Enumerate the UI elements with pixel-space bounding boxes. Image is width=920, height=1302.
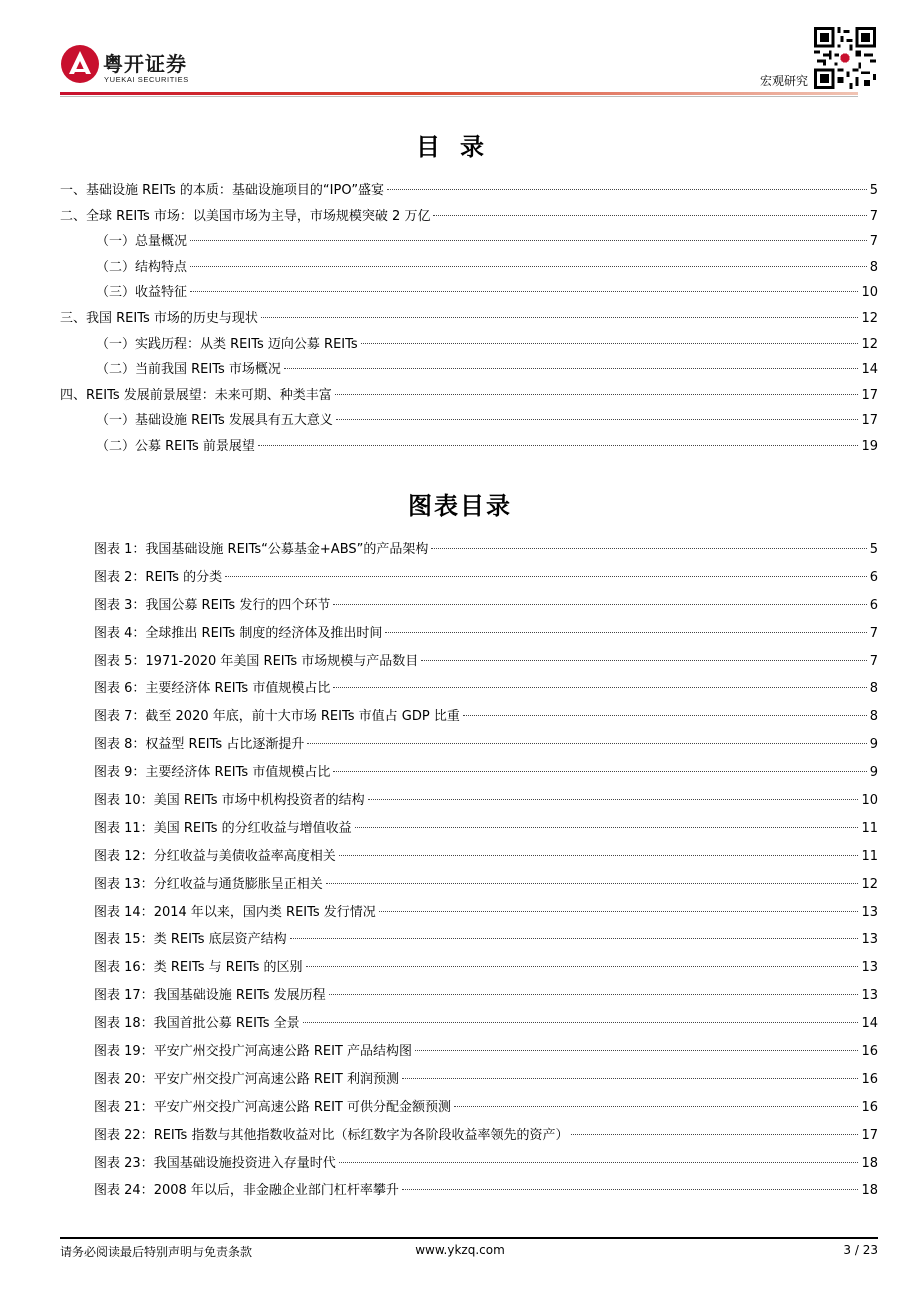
figure-entry[interactable] (94, 703, 878, 731)
dot-leader (333, 687, 866, 688)
toc-entry-page: 7 (869, 208, 878, 224)
figure-label: 截至 2020 年底，前十大市场 REITs 市值占 GDP 比重 (145, 709, 460, 725)
figure-page: 11 (861, 848, 878, 864)
toc-entry[interactable] (60, 306, 878, 332)
footer-page-number: 3 / 23 (843, 1243, 878, 1257)
figure-label: 我国基础设施投资进入存量时代 (153, 1155, 336, 1171)
dot-leader (258, 445, 859, 446)
dot-leader (225, 576, 867, 577)
figure-label: 美国 REITs 的分红收益与增值收益 (153, 820, 352, 836)
toc-entry-label: （一）总量概况 (96, 234, 188, 250)
figure-entry[interactable] (94, 1066, 878, 1094)
figures-title: 图表目录 (408, 492, 512, 520)
figure-page: 16 (861, 1071, 878, 1087)
figure-page: 5 (869, 542, 878, 557)
toc-subentry[interactable] (60, 408, 878, 434)
figure-number: 图表 22： (94, 1127, 154, 1143)
figure-page: 7 (869, 653, 878, 669)
figure-number: 图表 7： (94, 709, 146, 725)
figure-label: 1971-2020 年美国 REITs 市场规模与产品数目 (145, 653, 419, 669)
figure-entry[interactable] (94, 620, 878, 648)
dot-leader (433, 215, 866, 216)
figure-label: 我国公募 REITs 发行的四个环节 (145, 597, 331, 613)
toc-subentry[interactable] (60, 229, 878, 255)
toc-entry-page: 17 (861, 413, 878, 429)
figure-page: 6 (869, 597, 878, 613)
figure-entry[interactable] (94, 982, 878, 1010)
dot-leader (339, 855, 859, 856)
qr-code-icon (814, 27, 876, 89)
dot-leader (379, 911, 859, 912)
figure-page: 10 (861, 793, 878, 809)
figure-page: 9 (869, 765, 878, 781)
figure-entry[interactable] (94, 871, 878, 899)
dot-leader (361, 343, 859, 344)
toc-entry-label: （二）当前我国 REITs 市场概况 (96, 362, 281, 378)
figure-page: 13 (861, 904, 878, 920)
figure-number: 图表 4： (94, 625, 146, 641)
toc-entry[interactable] (60, 383, 878, 409)
figure-page: 8 (869, 709, 878, 725)
figure-number: 图表 9： (94, 765, 146, 781)
figure-number: 图表 17： (94, 988, 154, 1004)
figure-entry[interactable] (94, 1038, 878, 1066)
toc-subentry[interactable] (60, 280, 878, 306)
dot-leader (415, 1050, 858, 1051)
figure-page: 16 (861, 1044, 878, 1060)
figure-list (94, 536, 878, 1205)
report-type-label: 宏观研究 (759, 74, 808, 88)
figure-label: 主要经济体 REITs 市值规模占比 (145, 681, 331, 697)
figure-number: 图表 8： (94, 737, 146, 753)
dot-leader (454, 1106, 858, 1107)
dot-leader (307, 743, 866, 744)
dot-leader (421, 660, 866, 661)
figure-page: 14 (861, 1016, 878, 1032)
dot-leader (339, 1162, 859, 1163)
toc-entry[interactable] (60, 178, 878, 204)
dot-leader (463, 715, 867, 716)
figure-number: 图表 1： (94, 542, 146, 557)
brand-name-cn: 粤开证券 (103, 52, 187, 76)
figure-page: 13 (861, 988, 878, 1004)
dot-leader (290, 938, 859, 939)
figure-page: 11 (861, 820, 878, 836)
figure-page: 7 (869, 625, 878, 641)
figure-number: 图表 13： (94, 876, 154, 892)
toc-entry[interactable] (60, 204, 878, 230)
toc-entry-page: 10 (861, 285, 878, 301)
figure-page: 13 (861, 932, 878, 948)
dot-leader (190, 240, 867, 241)
figure-label: 平安广州交投广河高速公路 REIT 利润预测 (153, 1071, 399, 1087)
figure-label: 2014 年以来，国内类 REITs 发行情况 (153, 904, 376, 920)
figure-number: 图表 14： (94, 904, 154, 920)
figure-entry[interactable] (94, 648, 878, 676)
figure-label: 平安广州交投广河高速公路 REIT 产品结构图 (153, 1044, 412, 1060)
figure-page: 9 (869, 737, 878, 753)
toc-entry-label: （一）实践历程：从类 REITs 迈向公募 REITs (96, 336, 358, 352)
figure-label: 分红收益与通货膨胀呈正相关 (153, 876, 323, 892)
figure-number: 图表 20： (94, 1071, 154, 1087)
figure-number: 图表 23： (94, 1155, 154, 1171)
figure-entry[interactable] (94, 564, 878, 592)
dot-leader (261, 317, 859, 318)
figure-entry[interactable] (94, 1010, 878, 1038)
toc-entry-label: 三、我国 REITs 市场的历史与现状 (60, 310, 258, 326)
toc-title: 目录 (416, 133, 504, 161)
figure-entry[interactable] (94, 759, 878, 787)
figure-number: 图表 18： (94, 1016, 154, 1032)
toc-entry-page: 8 (869, 259, 878, 275)
figure-label: REITs 的分类 (145, 569, 223, 585)
toc-entry-label: （二）公募 REITs 前景展望 (96, 438, 255, 454)
header-divider-thin (60, 96, 858, 97)
toc-entry-page: 5 (869, 183, 878, 198)
figure-number: 图表 11： (94, 820, 154, 836)
dot-leader (385, 632, 866, 633)
figure-number: 图表 16： (94, 960, 154, 976)
toc-entry-label: （二）结构特点 (96, 259, 188, 275)
figure-entry[interactable] (94, 1150, 878, 1178)
toc-entry-label: （三）收益特征 (96, 285, 188, 301)
figure-number: 图表 19： (94, 1044, 154, 1060)
toc-subentry[interactable] (60, 332, 878, 358)
dot-leader (402, 1189, 859, 1190)
figure-number: 图表 10： (94, 793, 154, 809)
figure-number: 图表 3： (94, 597, 146, 613)
toc-list (60, 178, 878, 460)
brand-name-en: YUEKAI SECURITIES (104, 75, 189, 84)
figure-label: 我国首批公募 REITs 全景 (153, 1016, 300, 1032)
page-header (0, 0, 920, 100)
figure-entry[interactable] (94, 536, 878, 564)
toc-entry-page: 14 (861, 362, 878, 378)
dot-leader (303, 1022, 859, 1023)
dot-leader (571, 1134, 858, 1135)
toc-entry-page: 12 (861, 310, 878, 326)
figure-page: 6 (869, 569, 878, 585)
figure-entry[interactable] (94, 843, 878, 871)
toc-entry-label: 四、REITs 发展前景展望：未来可期、种类丰富 (60, 387, 332, 403)
figure-label: 我国基础设施 REITs“公募基金+ABS”的产品架构 (145, 542, 429, 557)
toc-entry-label: （一）基础设施 REITs 发展具有五大意义 (96, 413, 333, 429)
figure-label: 分红收益与美债收益率高度相关 (153, 848, 336, 864)
dot-leader (190, 266, 867, 267)
figure-entry[interactable] (94, 954, 878, 982)
dot-leader (190, 291, 858, 292)
dot-leader (368, 799, 859, 800)
toc-subentry[interactable] (60, 255, 878, 281)
figure-page: 18 (861, 1183, 878, 1199)
figure-label: 类 REITs 底层资产结构 (153, 932, 287, 948)
figure-entry[interactable] (94, 731, 878, 759)
toc-subentry[interactable] (60, 357, 878, 383)
toc-entry-page: 17 (861, 387, 878, 403)
footer-divider (60, 1237, 878, 1239)
figure-number: 图表 6： (94, 681, 146, 697)
figure-label: 全球推出 REITs 制度的经济体及推出时间 (145, 625, 383, 641)
figure-entry[interactable] (94, 1094, 878, 1122)
dot-leader (335, 394, 859, 395)
figure-entry[interactable] (94, 592, 878, 620)
figure-page: 13 (861, 960, 878, 976)
toc-entry-label: 一、基础设施 REITs 的本质：基础设施项目的“IPO”盛宴 (60, 183, 385, 198)
figure-entry[interactable] (94, 926, 878, 954)
figure-number: 图表 21： (94, 1099, 154, 1115)
dot-leader (402, 1078, 858, 1079)
figure-number: 图表 12： (94, 848, 154, 864)
figure-entry[interactable] (94, 675, 878, 703)
dot-leader (326, 883, 859, 884)
figure-page: 12 (861, 876, 878, 892)
figure-page: 17 (861, 1127, 878, 1143)
dot-leader (333, 771, 866, 772)
toc-subentry[interactable] (60, 434, 878, 460)
dot-leader (387, 189, 867, 190)
figure-entry[interactable] (94, 899, 878, 927)
dot-leader (329, 994, 859, 995)
figure-label: 主要经济体 REITs 市值规模占比 (145, 765, 331, 781)
toc-entry-page: 7 (869, 234, 878, 250)
figure-entry[interactable] (94, 1177, 878, 1205)
yuekai-logo-icon (60, 44, 100, 84)
dot-leader (431, 548, 866, 549)
figure-label: 平安广州交投广河高速公路 REIT 可供分配金额预测 (153, 1099, 451, 1115)
figure-label: REITs 指数与其他指数收益对比（标红数字为各阶段收益率领先的资产） (153, 1127, 569, 1143)
figure-page: 8 (869, 681, 878, 697)
figure-label: 2008 年以后，非金融企业部门杠杆率攀升 (153, 1183, 399, 1199)
toc-entry-label: 二、全球 REITs 市场：以美国市场为主导，市场规模突破 2 万亿 (60, 208, 431, 224)
dot-leader (333, 604, 866, 605)
figure-entry[interactable] (94, 787, 878, 815)
dot-leader (355, 827, 859, 828)
figure-entry[interactable] (94, 815, 878, 843)
footer-website[interactable]: www.ykzq.com (415, 1243, 505, 1257)
dot-leader (284, 368, 859, 369)
figure-number: 图表 5： (94, 653, 146, 669)
figure-page: 16 (861, 1099, 878, 1115)
header-divider (60, 92, 858, 95)
figure-page: 18 (861, 1155, 878, 1171)
figure-number: 图表 24： (94, 1183, 154, 1199)
figure-label: 类 REITs 与 REITs 的区别 (153, 960, 303, 976)
figure-label: 我国基础设施 REITs 发展历程 (153, 988, 326, 1004)
figure-label: 美国 REITs 市场中机构投资者的结构 (153, 793, 365, 809)
figure-number: 图表 15： (94, 932, 154, 948)
figure-label: 权益型 REITs 占比逐渐提升 (145, 737, 305, 753)
figure-entry[interactable] (94, 1122, 878, 1150)
toc-entry-page: 19 (861, 438, 878, 454)
dot-leader (306, 966, 859, 967)
figure-number: 图表 2： (94, 569, 146, 585)
footer-disclaimer: 请务必阅读最后特别声明与免责条款 (60, 1245, 253, 1259)
dot-leader (336, 419, 859, 420)
toc-entry-page: 12 (861, 336, 878, 352)
